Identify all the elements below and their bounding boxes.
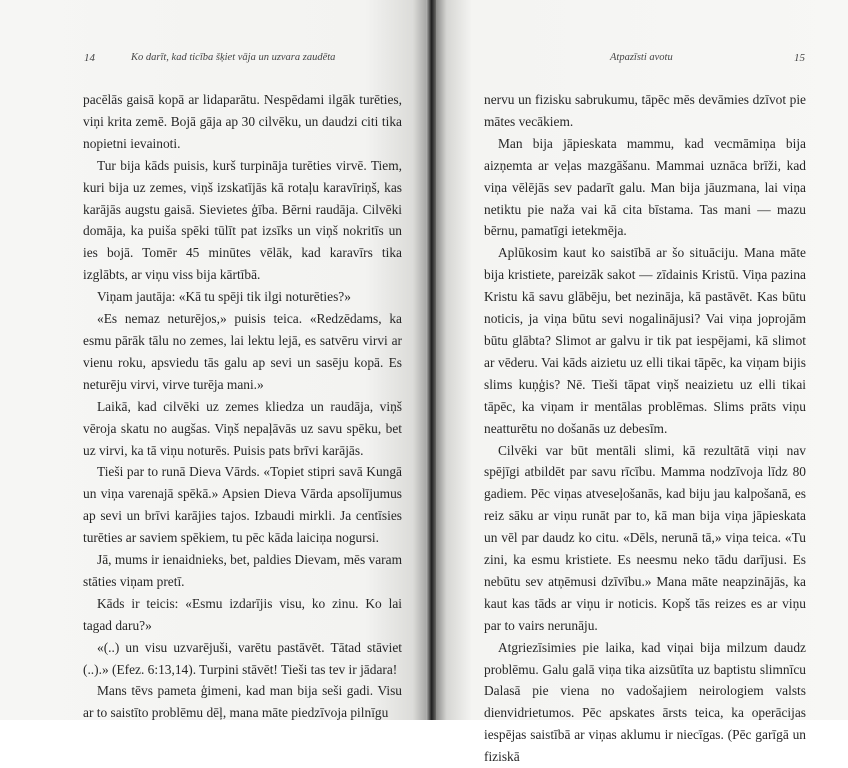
paragraph: Cilvēki var būt mentāli slimi, kā rezultātā viņi nav spējīgi atbildēt par savu rīcību. Mamma nodzīvoja līdz 80 gadiem. Pēc viņas atveseļošanās, kad biju jau kalpošanā, es reiz sāku ar viņu runāt par to, kā man bija viņa jāpieskata un vēl par daudz ko citu. «Dēls, nerunā tā,» viņa teica. «Tu zini, ka esmu kristiete. Es neesmu neko tādu darījusi. Es nebūtu sev atņēmusi dzīvību.» Mana māte neapzinājās, ka kaut kas tāds ar viņu ir noticis. Kopš tās reizes es ar viņu par to vairs nerunāju. bbox=[484, 442, 806, 633]
paragraph: Jā, mums ir ienaidnieks, bet, paldies Dievam, mēs varam stāties viņam pretī. bbox=[83, 552, 402, 589]
paragraph: Mans tēvs pameta ģimeni, kad man bija seši gadi. Visu ar to saistīto problēmu dēļ, mana māte piedzīvoja pilnīgu bbox=[83, 683, 402, 721]
running-head: Ko darīt, kad ticība šķiet vāja un uzvara zaudēta bbox=[131, 52, 336, 63]
paragraph: Kāds ir teicis: «Esmu izdarījis visu, ko zinu. Ko lai tagad daru?» bbox=[83, 595, 402, 633]
paragraph: Atgriezīsimies pie laika, kad viņai bija milzum daudz problēmu. Galu galā viņa tika aizsūtīta uz baptistu slimnīcu Dalasā pie viena no vadošajiem neirologiem valsts dienvidrietumos. Pēc apskates ārsts teica, ka operācijas iespējas saistībā ar viņas aklumu ir niecīgas. (Pēc garīgā un fiziskā bbox=[484, 639, 806, 765]
paragraph: «(..) un visu uzvarējuši, varētu pastāvēt. Tātad stāviet (..).» (Efez. 6:13,14). Turpini stāvēt! Tieši tas tev ir jādara! bbox=[83, 639, 402, 677]
page-body bbox=[83, 89, 402, 724]
paragraph: pacēlās gaisā kopā ar lidaparātu. Nespēdami ilgāk turēties, viņi krita zemē. Bojā gāja ap 30 cilvēku, un daudzi citi tika nopietni ievainoti. bbox=[83, 92, 402, 151]
paragraph: Tieši par to runā Dieva Vārds. «Topiet stipri savā Kungā un viņa varenajā spēkā.» Apsien Dieva Vārda apsolījumus ap sevi un brīvi karājies tajos. Izbaudi mirkli. Ja centīsies turēties ar saviem spēkiem, tu pēc kāda laiciņa nogursi. bbox=[83, 464, 402, 546]
paragraph: «Es nemaz neturējos,» puisis teica. «Redzēdams, ka esmu pārāk tālu no zemes, lai lektu lejā, es satvēru virvi ar vienu roku, apsviedu tās galu ap sevi un sasēju kopā. Es neturēju virvi, virve turēja mani.» bbox=[83, 311, 402, 392]
book-gutter bbox=[426, 0, 436, 720]
paragraph: Tur bija kāds puisis, kurš turpināja turēties virvē. Tiem, kuri bija uz zemes, viņš izskatījās kā rotaļu karavīriņš, kas karājās augstu gaisā. Sievietes ģība. Bērni raudāja. Cilvēki domāja, ka puiša spēki tūlīt pat izsīks un viņš nokritīs un ies bojā. Tomēr 45 minūtes vēlāk, kad karavīrs tika izglābts, ar viņu viss bija kārtībā. bbox=[83, 157, 402, 283]
paragraph: Man bija jāpieskata mammu, kad vecmāmiņa bija aizņemta ar veļas mazgāšanu. Mammai uznāca brīži, kad viņa vēlējās sev padarīt galu. Man bija jāuzmana, lai viņa netiktu pie naža vai kā cita bīstama. Tas mani — mazu bērnu, pamatīgi ietekmēja. bbox=[484, 135, 806, 239]
paragraph: Laikā, kad cilvēki uz zemes kliedza un raudāja, viņš vēroja skatu no augšas. Viņš nepaļāvās uz savu spēku, bet uz virvi, ka tā viņu noturēs. Puisis pats brīvi karājās. bbox=[83, 398, 402, 458]
page-body bbox=[484, 89, 806, 768]
page-number: 14 bbox=[84, 52, 95, 64]
page-number: 15 bbox=[794, 52, 805, 64]
running-head: Atpazīsti avotu bbox=[610, 52, 673, 63]
right-page bbox=[430, 0, 848, 765]
paragraph: Aplūkosim kaut ko saistībā ar šo situāciju. Mana māte bija kristiete, pareizāk sakot — zīdainis Kristū. Viņa pazina Kristu kā savu glābēju, bet nezināja, kā pastāvēt. Kas būtu noticis, ja viņa būtu sevi nogalinājusi? Vai viņa joprojām būtu glābta? Slimot ar galvu ir tik pat iespējami, kā slimot ar vēderu. Vai kāds aizietu uz elli tikai tāpēc, ka viņam bijis slims kuņģis? Nē. Tieši tāpat viņš neaizietu uz elli tikai tāpēc, ka viņam ir mentālas problēmas. Slims prāts viņu neatturētu no došanās uz debesīm. bbox=[484, 245, 806, 436]
left-page bbox=[0, 0, 430, 720]
paragraph: Viņam jautāja: «Kā tu spēji tik ilgi noturēties?» bbox=[97, 289, 351, 305]
paragraph: nervu un fizisku sabrukumu, tāpēc mēs devāmies dzīvot pie mātes vecākiem. bbox=[484, 92, 806, 129]
